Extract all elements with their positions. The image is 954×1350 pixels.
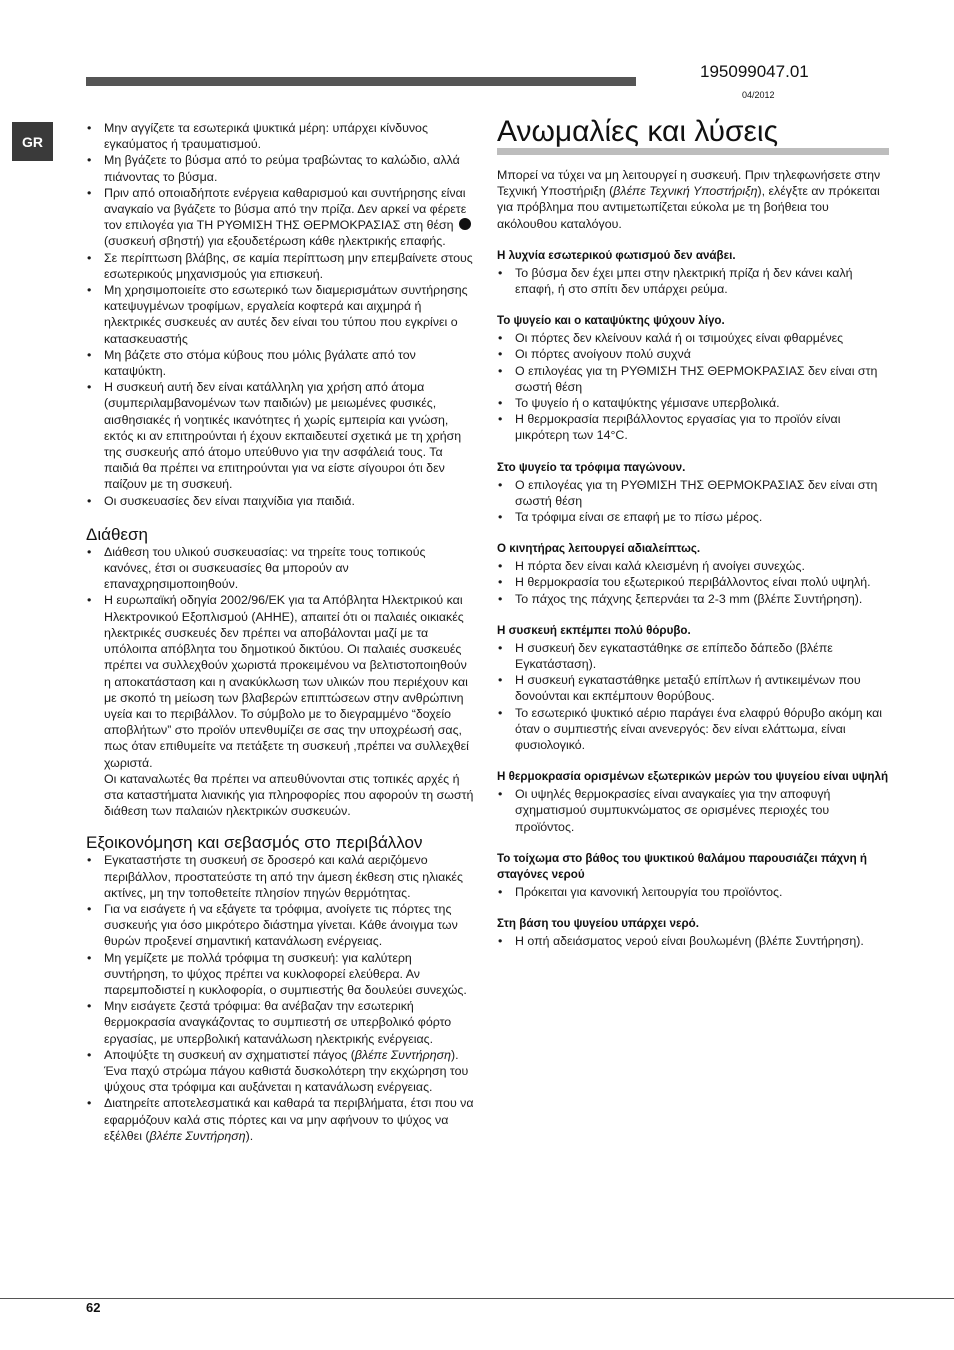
list-item: [86, 185, 476, 250]
page-title: Ανωμαλίες και λύσεις: [497, 112, 889, 155]
disposal-list: [86, 544, 476, 771]
eco-list: [86, 852, 476, 1144]
document-date: 04/2012: [742, 90, 775, 100]
list-item-text: ). Ένα παχύ στρώμα πάγου καθιστά δυσκολότερη την εκχώρηση του ψύχους στα τρόφιμα και αυξάνεται η κατανάλωση ενέργειας.: [104, 1047, 469, 1095]
left-column: [86, 120, 476, 1144]
list-item: • Η συσκευή δεν εγκαταστάθηκε σε επίπεδο δάπεδο (βλέπε Εγκατάσταση).: [497, 640, 889, 672]
list-item: • Διάθεση του υλικού συσκευασίας: να τηρείτε τους τοπικούς κανόνες, έτσι οι συσκευασίες θα μπορούν αν επαναχρησιμοποιηθούν.: [86, 544, 476, 593]
list-item: • Μη γεμίζετε με πολλά τρόφιμα τη συσκευή: για καλύτερη συντήρηση, το ψύχος πρέπει να κυκλοφορεί ελεύθερα. Αν παρεμποδιστεί η κυκλοφορία, ο συμπιεστής θα δουλεύει συνεχώς.: [86, 950, 476, 999]
disposal-heading: Διάθεση: [86, 524, 148, 544]
intro-text: ), ελέγξτε αν πρόκειται για πρόβλημα που αντιμετωπίζεται εύκολα με τη βοήθεια του ακόλουθου καταλόγου.: [497, 184, 880, 231]
eco-heading: Εξοικονόμηση και σεβασμός στο περιβάλλον: [86, 833, 423, 853]
solution-list: [497, 558, 889, 607]
solution-list: [497, 330, 889, 443]
list-item: • Μην εισάγετε ζεστά τρόφιμα: θα ανέβαζαν την εσωτερική θερμοκρασία αναγκάζοντας το συμπιεστή σε υπερβολικό φόρτο εργασίας, με υπερβολική κατανάλωση ηλεκτρικής ενέργειας.: [86, 998, 476, 1047]
list-item: • Σε περίπτωση βλάβης, σε καμία περίπτωση μην επεμβαίνετε στους εσωτερικούς μηχανισμούς για επισκευή.: [86, 250, 476, 282]
solution-list: [497, 786, 889, 835]
page-number: 62: [86, 1300, 101, 1315]
disposal-note: Οι καταναλωτές θα πρέπει να απευθύνονται στις τοπικές αρχές ή στα καταστήματα λιανικής για πληροφορίες που αφορούν τη σωστή διάθεση των παλαιών ηλεκτρικών συσκευών.: [104, 771, 474, 819]
list-item: • Ο επιλογέας για τη ΡΥΘΜΙΣΗ ΤΗΣ ΘΕΡΜΟΚΡΑΣΙΑΣ δεν είναι στη σωστή θέση: [497, 477, 889, 509]
problem-heading: Η συσκευή εκπέμπει πολύ θόρυβο.: [497, 623, 691, 637]
problem-heading: Το ψυγείο και ο καταψύκτης ψύχουν λίγο.: [497, 314, 725, 328]
list-item: • Το ψυγείο ή ο καταψύκτης γέμισανε υπερβολικά.: [497, 395, 889, 411]
list-item: • Το πάχος της πάχνης ξεπερνάει τα 2-3 mm (βλέπε Συντήρηση).: [497, 591, 889, 607]
header-bar: [86, 77, 636, 86]
list-item: • Η συσκευή εγκαταστάθηκε μεταξύ επίπλων ή αντικειμένων που δονούνται και εκπέμπουν θορύβους.: [497, 672, 889, 704]
solution-list: [497, 933, 889, 949]
list-item: • Μη βάζετε στο στόμα κύβους που μόλις βγάλατε από τον καταψύκτη.: [86, 347, 476, 379]
list-item: • Η ευρωπαϊκή οδηγία 2002/96/ΕΚ για τα Απόβλητα Ηλεκτρικού και Ηλεκτρονικού Εξοπλισμού (ΑΗΗΕ), απαιτεί ότι οι παλαιές οικιακές ηλεκτρικές συσκευές δεν πρέπει να αποβάλονται μαζί με τα υπόλοιπα απόβλητα του δημοτικού δικτύου. Οι παλαιές συσκευές πρέπει να συλλεχθούν χωριστά προκειμένου να βελτιστοποιηθούν η αποκατάσταση και η ανακύκλωση των υλικών που περιέχουν και με σκοπό τη μείωση των βλαβερών επιπτώσεων στην ανθρώπινη υγεία και το περιβάλλον. Το σύμβολο με το διεγραμμένο “δοχείο αποβλήτων” στο προϊόν υπενθυμίζει σε σας την υποχρέωσή σας, πως όταν επιθυμείτε να πετάξετε τη συσκευή ,πρέπει να συλλεχθεί χωριστά.: [86, 592, 476, 770]
intro-paragraph: [497, 167, 889, 232]
document-code: 195099047.01: [700, 62, 809, 81]
language-badge: GR: [12, 122, 53, 161]
list-item: • Εγκαταστήστε τη συσκευή σε δροσερό και καλά αεριζόμενο περιβάλλον, προστατεύστε τη από την άμεση έκθεση στις ηλιακές ακτίνες, μη την τοποθετείτε πλησίον πηγών θερμότητας.: [86, 852, 476, 901]
solution-list: [497, 265, 889, 297]
problem-heading: Η λυχνία εσωτερικού φωτισμού δεν ανάβει.: [497, 248, 736, 262]
problem-heading: Ο κινητήρας λειτουργεί αδιαλείπτως.: [497, 542, 701, 556]
solution-list: [497, 640, 889, 753]
list-item: • Η θερμοκρασία περιβάλλοντος εργασίας για το προϊόν είναι μικρότερη των 14°C.: [497, 411, 889, 443]
list-item: • Οι συσκευασίες δεν είναι παιχνίδια για παιδιά.: [86, 493, 476, 509]
solution-list: [497, 884, 889, 900]
list-item-text: (συσκευή σβηστή) για εξουδετέρωση κάθε ηλεκτρικής επαφής.: [104, 234, 446, 249]
list-item-text: Αποψύξτε τη συσκευή αν σχηματιστεί πάγος (: [104, 1047, 355, 1062]
list-item: • Μη χρησιμοποιείτε στο εσωτερικό των διαμερισμάτων συντήρησης κατεψυγμένων τροφίμων, εργαλεία κοφτερά και αιχμηρά ή ηλεκτρικές συσκευές αν αυτές δεν είναι του τύπου που εγκρίνει ο κατασκευαστής: [86, 282, 476, 347]
list-item-text: Διατηρείτε αποτελεσματικά και καθαρά τα περιβλήματα, έτσι που να εφαρμόζουν καλά στις πόρτες και να μην αφήνουν το ψύχος να εξέλθει (: [104, 1096, 474, 1143]
footer-divider: [0, 1298, 954, 1299]
intro-text: Μπορεί να τύχει να μη λειτουργεί η συσκευή. Πριν τηλεφωνήσετε στην Τεχνική Υποστήριξη (: [497, 168, 881, 199]
list-item: [86, 1095, 476, 1144]
problem-heading: Στη βάση του ψυγείου υπάρχει νερό.: [497, 917, 699, 931]
safety-list: [86, 120, 476, 509]
list-item: • Η οπή αδειάσματος νερού είναι βουλωμένη (βλέπε Συντήρηση).: [497, 933, 889, 949]
list-item: • Για να εισάγετε ή να εξάγετε τα τρόφιμα, ανοίγετε τις πόρτες της συσκευής για όσο μικρότερο διάστημα γίνεται. Κάθε άνοιγμα των θυρών προξενεί σημαντική κατανάλωση ενέργειας.: [86, 901, 476, 950]
off-position-icon: [459, 218, 471, 230]
list-item: [86, 1047, 476, 1096]
list-item: • Η συσκευή αυτή δεν είναι κατάλληλη για χρήση από άτομα (συμπεριλαμβανομένων των παιδιών) με μειωμένες φυσικές, αισθησιακές ή νοητικές ικανότητες ή χωρίς εμπειρία και γνώση, εκτός κι αν επιτηρούνται ή έχουν εκπαιδευτεί σχετικά με τη χρήση της συσκευής από άτομο υπεύθυνο για την ασφάλειά τους. Τα παιδιά θα πρέπει να επιτηρούνται για να είστε σίγουροι ότι δεν παίζουν με τη συσκευή.: [86, 379, 476, 492]
problem-heading: Η θερμοκρασία ορισμένων εξωτερικών μερών του ψυγείου είναι υψηλή: [497, 770, 889, 784]
list-item: • Η πόρτα δεν είναι καλά κλεισμένη ή ανοίγει συνεχώς.: [497, 558, 889, 574]
list-item: • Μην αγγίζετε τα εσωτερικά ψυκτικά μέρη: υπάρχει κίνδυνος εγκαύματος ή τραυματισμού.: [86, 120, 476, 152]
solution-list: [497, 477, 889, 526]
list-item-text: Πριν από οποιαδήποτε ενέργεια καθαρισμού και συντήρησης είναι αναγκαίο να βγάζετε το βύσμα από την πρίζα. Δεν αρκεί να φέρετε τον επιλογέα για ΤΗ ΡΥΘΜΙΣΗ ΤΗΣ ΘΕΡΜΟΚΡΑΣΙΑΣ στη θέση: [104, 185, 467, 233]
cross-reference: βλέπε Συντήρηση: [149, 1128, 246, 1143]
list-item-text: ).: [245, 1128, 254, 1143]
cross-reference: βλέπε Συντήρηση: [354, 1047, 451, 1062]
list-item: • Ο επιλογέας για τη ΡΥΘΜΙΣΗ ΤΗΣ ΘΕΡΜΟΚΡΑΣΙΑΣ δεν είναι στη σωστή θέση: [497, 363, 889, 395]
list-item: • Οι υψηλές θερμοκρασίες είναι αναγκαίες για την αποφυγή σχηματισμού συμπυκνώματος σε ορισμένες περιοχές του προϊόντος.: [497, 786, 889, 835]
problem-heading: Στο ψυγείο τα τρόφιμα παγώνουν.: [497, 460, 686, 474]
cross-reference: βλέπε Τεχνική Υποστήριξη: [613, 184, 758, 199]
list-item: • Οι πόρτες ανοίγουν πολύ συχνά: [497, 346, 889, 362]
list-item: • Πρόκειται για κανονική λειτουργία του προϊόντος.: [497, 884, 889, 900]
list-item: • Η θερμοκρασία του εξωτερικού περιβάλλοντος είναι πολύ υψηλή.: [497, 574, 889, 590]
problem-heading: Το τοίχωμα στο βάθος του ψυκτικού θαλάμου παρουσιάζει πάχνη ή σταγόνες νερού: [497, 851, 868, 881]
list-item: • Το βύσμα δεν έχει μπει στην ηλεκτρική πρίζα ή δεν κάνει καλή επαφή, ή στο σπίτι δεν υπάρχει ρεύμα.: [497, 265, 889, 297]
list-item: • Μη βγάζετε το βύσμα από το ρεύμα τραβώντας το καλώδιο, αλλά πιάνοντας το βύσμα.: [86, 152, 476, 184]
right-column: [497, 112, 889, 949]
list-item: • Οι πόρτες δεν κλείνουν καλά ή οι τσιμούχες είναι φθαρμένες: [497, 330, 889, 346]
list-item: • Τα τρόφιμα είναι σε επαφή με το πίσω μέρος.: [497, 509, 889, 525]
list-item: • Το εσωτερικό ψυκτικό αέριο παράγει ένα ελαφρύ θόρυβο ακόμη και όταν ο συμπιεστής είναι ανενεργός: δεν είναι ελάττωμα, είναι φυσιολογικό.: [497, 705, 889, 754]
